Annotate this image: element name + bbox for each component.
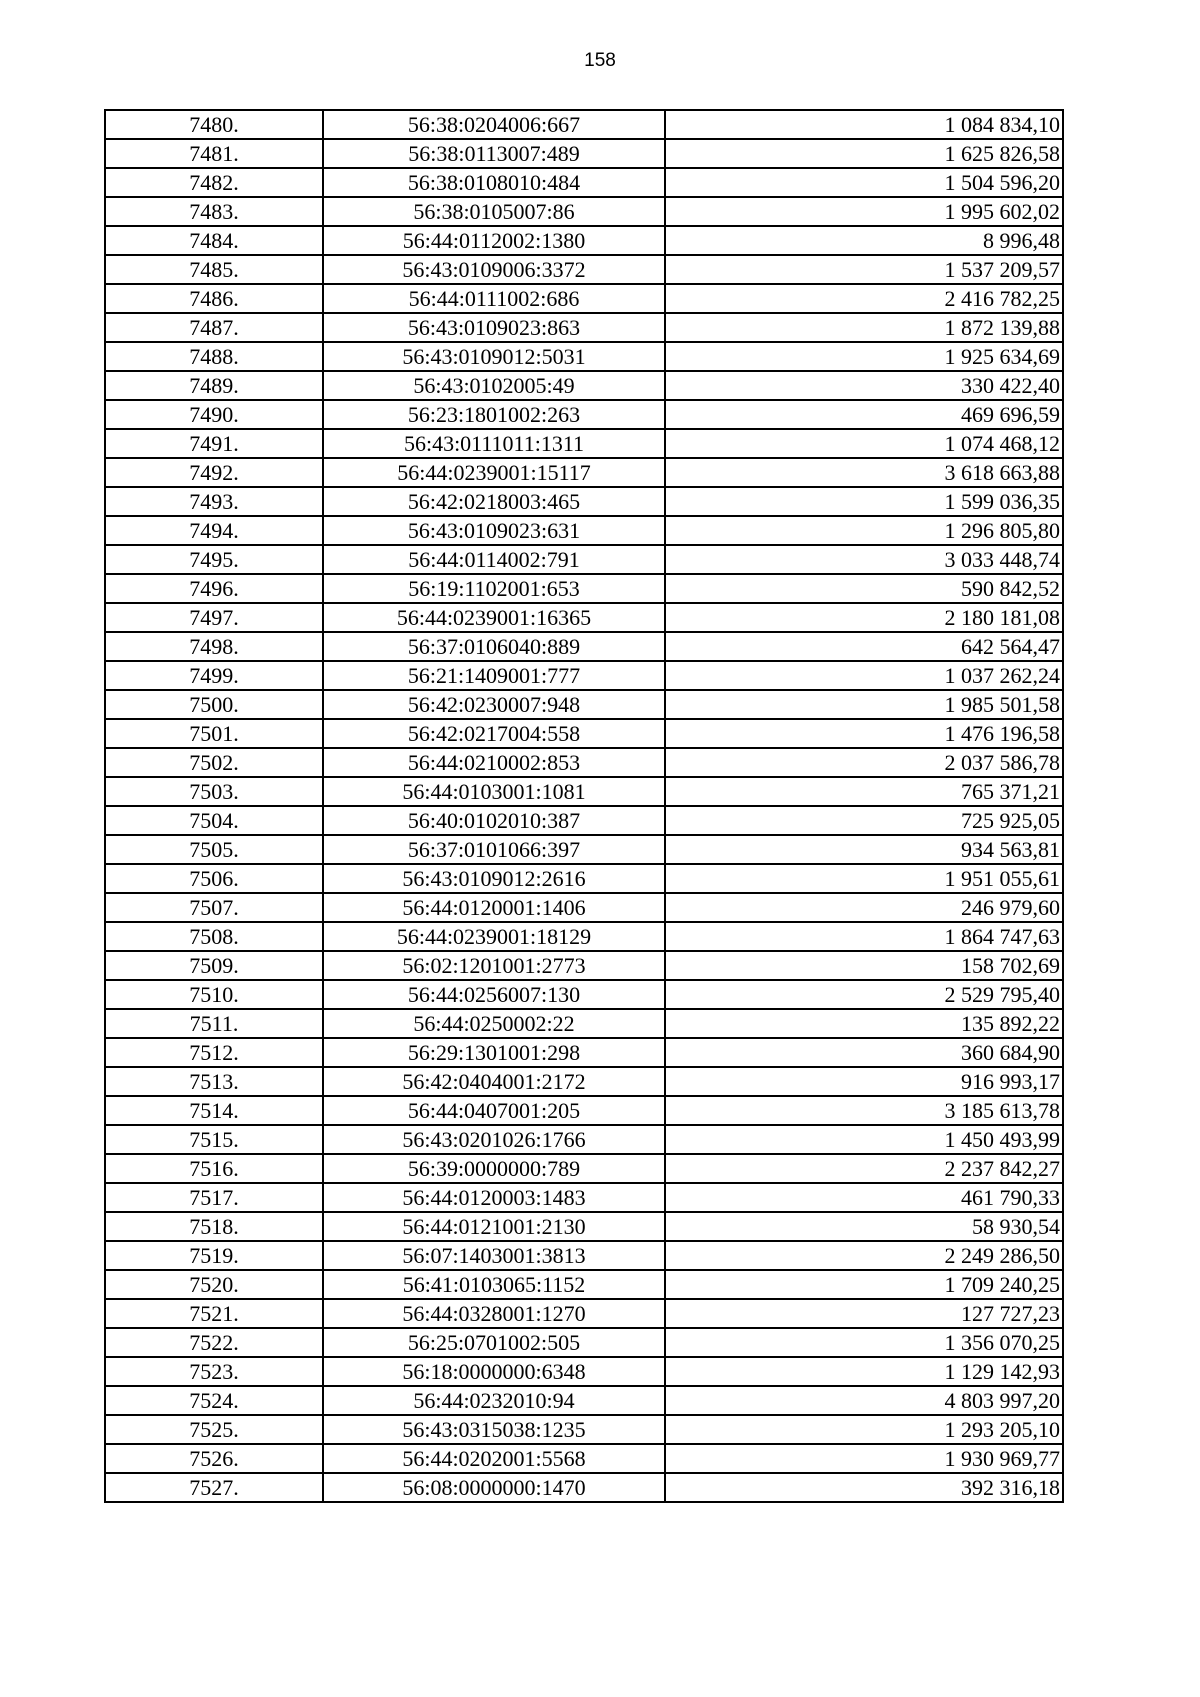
cadastral-number-cell: 56:44:0120001:1406 — [323, 893, 665, 922]
table-row — [105, 1241, 1063, 1270]
table-row — [105, 139, 1063, 168]
cadastral-number-cell: 56:23:1801002:263 — [323, 400, 665, 429]
row-number-cell: 7515. — [105, 1125, 323, 1154]
row-number-cell: 7484. — [105, 226, 323, 255]
table-row — [105, 748, 1063, 777]
row-number-cell: 7520. — [105, 1270, 323, 1299]
table-row — [105, 255, 1063, 284]
cadastral-number-cell: 56:19:1102001:653 — [323, 574, 665, 603]
value-cell: 2 529 795,40 — [665, 980, 1063, 1009]
cadastral-number-cell: 56:44:0121001:2130 — [323, 1212, 665, 1241]
value-cell: 1 995 602,02 — [665, 197, 1063, 226]
value-cell: 2 037 586,78 — [665, 748, 1063, 777]
table-row — [105, 197, 1063, 226]
row-number-cell: 7497. — [105, 603, 323, 632]
table-row — [105, 893, 1063, 922]
value-cell: 765 371,21 — [665, 777, 1063, 806]
value-cell: 392 316,18 — [665, 1473, 1063, 1502]
page-number: 158 — [584, 50, 616, 71]
row-number-cell: 7481. — [105, 139, 323, 168]
cadastral-number-cell: 56:44:0250002:22 — [323, 1009, 665, 1038]
row-number-cell: 7488. — [105, 342, 323, 371]
cadastral-number-cell: 56:41:0103065:1152 — [323, 1270, 665, 1299]
cadastral-number-cell: 56:44:0239001:15117 — [323, 458, 665, 487]
value-cell: 1 293 205,10 — [665, 1415, 1063, 1444]
table-row — [105, 110, 1063, 139]
value-cell: 246 979,60 — [665, 893, 1063, 922]
row-number-cell: 7486. — [105, 284, 323, 313]
table-row — [105, 1067, 1063, 1096]
table-row — [105, 1386, 1063, 1415]
value-cell: 1 037 262,24 — [665, 661, 1063, 690]
table-row — [105, 806, 1063, 835]
table-row — [105, 1357, 1063, 1386]
table-row — [105, 400, 1063, 429]
value-cell: 725 925,05 — [665, 806, 1063, 835]
row-number-cell: 7499. — [105, 661, 323, 690]
cadastral-number-cell: 56:38:0204006:667 — [323, 110, 665, 139]
row-number-cell: 7493. — [105, 487, 323, 516]
cadastral-number-cell: 56:02:1201001:2773 — [323, 951, 665, 980]
value-cell: 934 563,81 — [665, 835, 1063, 864]
row-number-cell: 7482. — [105, 168, 323, 197]
row-number-cell: 7500. — [105, 690, 323, 719]
cadastral-number-cell: 56:29:1301001:298 — [323, 1038, 665, 1067]
row-number-cell: 7496. — [105, 574, 323, 603]
cadastral-number-cell: 56:25:0701002:505 — [323, 1328, 665, 1357]
table-row — [105, 1154, 1063, 1183]
row-number-cell: 7523. — [105, 1357, 323, 1386]
row-number-cell: 7517. — [105, 1183, 323, 1212]
cadastral-number-cell: 56:44:0210002:853 — [323, 748, 665, 777]
table-row — [105, 980, 1063, 1009]
table-row — [105, 226, 1063, 255]
table-row — [105, 922, 1063, 951]
cadastral-number-cell: 56:43:0109023:631 — [323, 516, 665, 545]
cadastral-number-cell: 56:44:0114002:791 — [323, 545, 665, 574]
row-number-cell: 7505. — [105, 835, 323, 864]
row-number-cell: 7518. — [105, 1212, 323, 1241]
cadastral-number-cell: 56:38:0108010:484 — [323, 168, 665, 197]
value-cell: 2 237 842,27 — [665, 1154, 1063, 1183]
cadastral-number-cell: 56:37:0101066:397 — [323, 835, 665, 864]
table-row — [105, 516, 1063, 545]
row-number-cell: 7483. — [105, 197, 323, 226]
value-cell: 1 625 826,58 — [665, 139, 1063, 168]
table-row — [105, 661, 1063, 690]
value-cell: 158 702,69 — [665, 951, 1063, 980]
table-row — [105, 835, 1063, 864]
row-number-cell: 7506. — [105, 864, 323, 893]
value-cell: 1 930 969,77 — [665, 1444, 1063, 1473]
row-number-cell: 7498. — [105, 632, 323, 661]
row-number-cell: 7519. — [105, 1241, 323, 1270]
table-row — [105, 1009, 1063, 1038]
cadastral-number-cell: 56:44:0112002:1380 — [323, 226, 665, 255]
table-row — [105, 777, 1063, 806]
cadastral-number-cell: 56:21:1409001:777 — [323, 661, 665, 690]
value-cell: 1 951 055,61 — [665, 864, 1063, 893]
cadastral-number-cell: 56:42:0218003:465 — [323, 487, 665, 516]
value-cell: 4 803 997,20 — [665, 1386, 1063, 1415]
table-row — [105, 690, 1063, 719]
value-cell: 330 422,40 — [665, 371, 1063, 400]
row-number-cell: 7509. — [105, 951, 323, 980]
cadastral-number-cell: 56:07:1403001:3813 — [323, 1241, 665, 1270]
cadastral-number-cell: 56:44:0256007:130 — [323, 980, 665, 1009]
cadastral-number-cell: 56:43:0109023:863 — [323, 313, 665, 342]
row-number-cell: 7490. — [105, 400, 323, 429]
cadastral-number-cell: 56:43:0109012:5031 — [323, 342, 665, 371]
value-cell: 1 450 493,99 — [665, 1125, 1063, 1154]
row-number-cell: 7491. — [105, 429, 323, 458]
value-cell: 2 416 782,25 — [665, 284, 1063, 313]
row-number-cell: 7514. — [105, 1096, 323, 1125]
cadastral-number-cell: 56:43:0315038:1235 — [323, 1415, 665, 1444]
value-cell: 1 084 834,10 — [665, 110, 1063, 139]
cadastral-number-cell: 56:43:0111011:1311 — [323, 429, 665, 458]
row-number-cell: 7524. — [105, 1386, 323, 1415]
row-number-cell: 7494. — [105, 516, 323, 545]
table-row — [105, 1125, 1063, 1154]
cadastral-number-cell: 56:37:0106040:889 — [323, 632, 665, 661]
value-cell: 8 996,48 — [665, 226, 1063, 255]
table-row — [105, 1212, 1063, 1241]
cadastral-number-cell: 56:38:0113007:489 — [323, 139, 665, 168]
cadastral-number-cell: 56:40:0102010:387 — [323, 806, 665, 835]
cadastral-number-cell: 56:39:0000000:789 — [323, 1154, 665, 1183]
table-row — [105, 864, 1063, 893]
value-cell: 2 180 181,08 — [665, 603, 1063, 632]
row-number-cell: 7502. — [105, 748, 323, 777]
table-row — [105, 313, 1063, 342]
cadastral-number-cell: 56:43:0109006:3372 — [323, 255, 665, 284]
value-cell: 461 790,33 — [665, 1183, 1063, 1212]
value-cell: 590 842,52 — [665, 574, 1063, 603]
cadastral-number-cell: 56:44:0239001:18129 — [323, 922, 665, 951]
value-cell: 1 985 501,58 — [665, 690, 1063, 719]
row-number-cell: 7516. — [105, 1154, 323, 1183]
value-cell: 3 033 448,74 — [665, 545, 1063, 574]
value-cell: 1 476 196,58 — [665, 719, 1063, 748]
table-row — [105, 1038, 1063, 1067]
row-number-cell: 7527. — [105, 1473, 323, 1502]
table-row — [105, 458, 1063, 487]
value-cell: 1 504 596,20 — [665, 168, 1063, 197]
value-cell: 1 872 139,88 — [665, 313, 1063, 342]
cadastral-number-cell: 56:43:0109012:2616 — [323, 864, 665, 893]
value-cell: 916 993,17 — [665, 1067, 1063, 1096]
row-number-cell: 7508. — [105, 922, 323, 951]
table-row — [105, 1183, 1063, 1212]
table-row — [105, 1270, 1063, 1299]
cadastral-number-cell: 56:43:0102005:49 — [323, 371, 665, 400]
table-row — [105, 632, 1063, 661]
row-number-cell: 7513. — [105, 1067, 323, 1096]
row-number-cell: 7480. — [105, 110, 323, 139]
value-cell: 360 684,90 — [665, 1038, 1063, 1067]
table-row — [105, 168, 1063, 197]
cadastral-number-cell: 56:44:0328001:1270 — [323, 1299, 665, 1328]
table-row — [105, 1328, 1063, 1357]
cadastral-number-cell: 56:43:0201026:1766 — [323, 1125, 665, 1154]
value-cell: 58 930,54 — [665, 1212, 1063, 1241]
row-number-cell: 7504. — [105, 806, 323, 835]
cadastral-number-cell: 56:38:0105007:86 — [323, 197, 665, 226]
value-cell: 1 296 805,80 — [665, 516, 1063, 545]
row-number-cell: 7525. — [105, 1415, 323, 1444]
table-row — [105, 1415, 1063, 1444]
row-number-cell: 7512. — [105, 1038, 323, 1067]
row-number-cell: 7526. — [105, 1444, 323, 1473]
value-cell: 1 356 070,25 — [665, 1328, 1063, 1357]
cadastral-number-cell: 56:44:0103001:1081 — [323, 777, 665, 806]
cadastral-number-cell: 56:44:0232010:94 — [323, 1386, 665, 1415]
table-row — [105, 603, 1063, 632]
cadastral-number-cell: 56:44:0202001:5568 — [323, 1444, 665, 1473]
cadastral-number-cell: 56:18:0000000:6348 — [323, 1357, 665, 1386]
row-number-cell: 7495. — [105, 545, 323, 574]
table-row — [105, 719, 1063, 748]
data-table — [104, 109, 1064, 1503]
row-number-cell: 7511. — [105, 1009, 323, 1038]
cadastral-number-cell: 56:08:0000000:1470 — [323, 1473, 665, 1502]
table-row — [105, 1473, 1063, 1502]
table-row — [105, 574, 1063, 603]
table-row — [105, 545, 1063, 574]
table-row — [105, 284, 1063, 313]
table-body — [105, 110, 1063, 1502]
row-number-cell: 7503. — [105, 777, 323, 806]
cadastral-number-cell: 56:44:0111002:686 — [323, 284, 665, 313]
row-number-cell: 7492. — [105, 458, 323, 487]
table-row — [105, 371, 1063, 400]
row-number-cell: 7507. — [105, 893, 323, 922]
table-row — [105, 1299, 1063, 1328]
table-row — [105, 951, 1063, 980]
row-number-cell: 7522. — [105, 1328, 323, 1357]
table-row — [105, 1444, 1063, 1473]
row-number-cell: 7501. — [105, 719, 323, 748]
table-row — [105, 342, 1063, 371]
value-cell: 1 864 747,63 — [665, 922, 1063, 951]
table-row — [105, 429, 1063, 458]
value-cell: 135 892,22 — [665, 1009, 1063, 1038]
value-cell: 1 537 209,57 — [665, 255, 1063, 284]
cadastral-number-cell: 56:42:0230007:948 — [323, 690, 665, 719]
value-cell: 1 709 240,25 — [665, 1270, 1063, 1299]
value-cell: 127 727,23 — [665, 1299, 1063, 1328]
row-number-cell: 7521. — [105, 1299, 323, 1328]
value-cell: 1 074 468,12 — [665, 429, 1063, 458]
table-row — [105, 1096, 1063, 1125]
value-cell: 1 129 142,93 — [665, 1357, 1063, 1386]
cadastral-number-cell: 56:44:0407001:205 — [323, 1096, 665, 1125]
cadastral-number-cell: 56:44:0120003:1483 — [323, 1183, 665, 1212]
row-number-cell: 7487. — [105, 313, 323, 342]
cadastral-number-cell: 56:42:0217004:558 — [323, 719, 665, 748]
cadastral-number-cell: 56:44:0239001:16365 — [323, 603, 665, 632]
cadastral-number-cell: 56:42:0404001:2172 — [323, 1067, 665, 1096]
value-cell: 2 249 286,50 — [665, 1241, 1063, 1270]
row-number-cell: 7489. — [105, 371, 323, 400]
row-number-cell: 7485. — [105, 255, 323, 284]
value-cell: 1 925 634,69 — [665, 342, 1063, 371]
value-cell: 3 618 663,88 — [665, 458, 1063, 487]
table-row — [105, 487, 1063, 516]
value-cell: 642 564,47 — [665, 632, 1063, 661]
row-number-cell: 7510. — [105, 980, 323, 1009]
value-cell: 3 185 613,78 — [665, 1096, 1063, 1125]
value-cell: 469 696,59 — [665, 400, 1063, 429]
value-cell: 1 599 036,35 — [665, 487, 1063, 516]
